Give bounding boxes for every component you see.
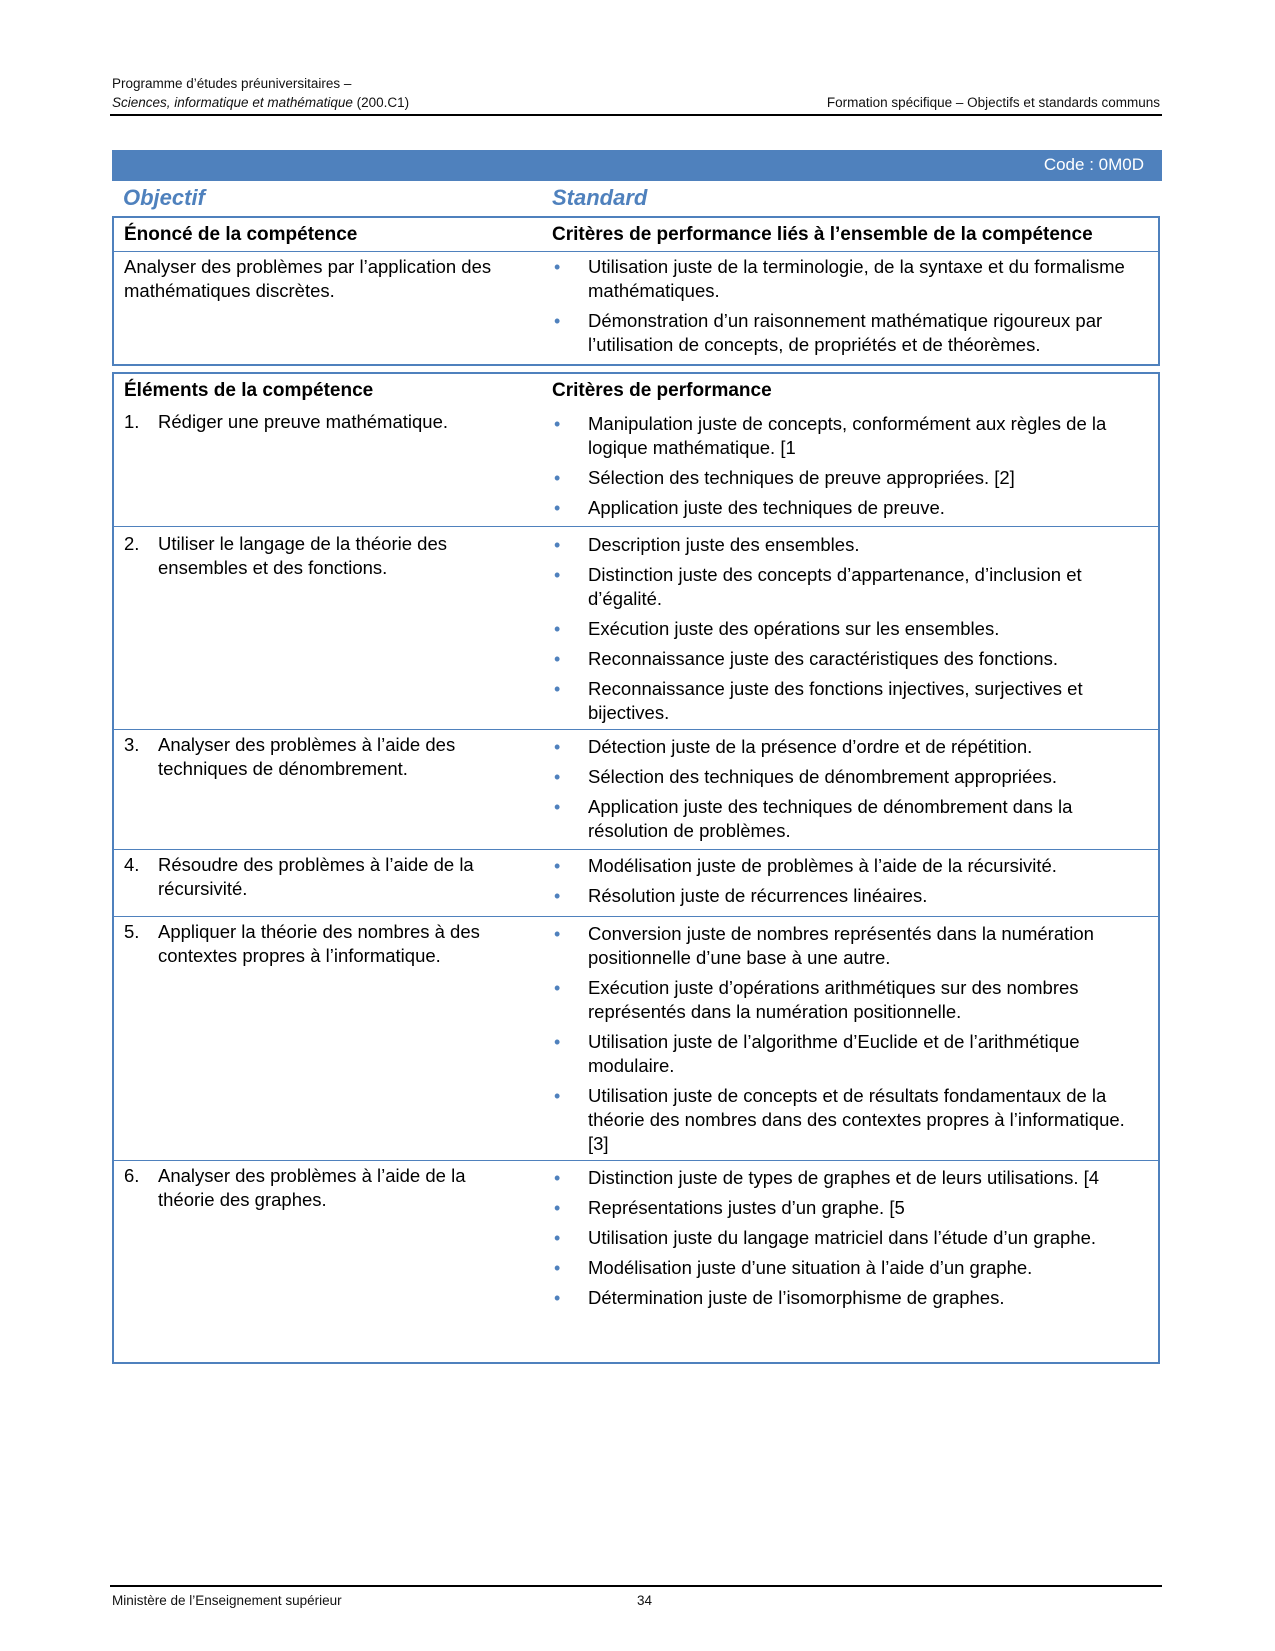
global-criteria-list (552, 255, 1142, 363)
criteria-header: Critères de performance (552, 380, 772, 401)
criterion-item: • Application juste des techniques de dénombrement dans la résolution de problèmes. (552, 795, 1142, 843)
criterion-item: • Utilisation juste du langage matriciel dans l’étude d’un graphe. (552, 1226, 1142, 1250)
footer-ministry: Ministère de l’Enseignement supérieur (112, 1593, 342, 1608)
criteria-list-3 (552, 735, 1142, 849)
element-number: 5. (124, 921, 140, 942)
row-separator (114, 916, 1158, 917)
page-header (110, 76, 1162, 116)
competence-statement-header: Énoncé de la compétence (124, 224, 358, 245)
element-text: Résoudre des problèmes à l’aide de la récursivité. (158, 854, 474, 899)
code-bar (112, 150, 1162, 181)
elements-table (112, 372, 1160, 1364)
heading-standard: Standard (552, 185, 648, 210)
criterion-item: • Distinction juste de types de graphes et de leurs utilisations. [4 (552, 1166, 1142, 1190)
header-section: Formation spécifique – Objectifs et standards communs (826, 95, 1160, 110)
element-text: Analyser des problèmes à l’aide des techniques de dénombrement. (158, 734, 456, 779)
criterion-item: • Utilisation juste de l’algorithme d’Euclide et de l’arithmétique modulaire. (552, 1030, 1142, 1078)
element-row-6 (124, 1164, 524, 1212)
criterion-item: • Sélection des techniques de preuve appropriées. [2] (552, 466, 1142, 490)
criterion-item: • Utilisation juste de la terminologie, de la syntaxe et du formalisme mathématiques. (552, 255, 1142, 303)
heading-objectif: Objectif (123, 185, 205, 210)
criterion-item: • Manipulation juste de concepts, conformément aux règles de la logique mathématique. [1 (552, 412, 1142, 460)
criterion-item: • Résolution juste de récurrences linéaires. (552, 884, 1142, 908)
element-row-5 (124, 920, 524, 968)
criterion-item: • Démonstration d’un raisonnement mathématique rigoureux par l’utilisation de concepts, de propriétés et de théorèmes. (552, 309, 1142, 357)
element-text: Appliquer la théorie des nombres à des contextes propres à l’informatique. (158, 921, 480, 966)
criterion-item: • Détermination juste de l’isomorphisme de graphes. (552, 1286, 1142, 1310)
row-separator (114, 849, 1158, 850)
page-number: 34 (637, 1593, 653, 1608)
criterion-item: • Reconnaissance juste des caractéristiques des fonctions. (552, 647, 1142, 671)
header-separator (114, 251, 1158, 252)
competence-statement-box (112, 216, 1160, 366)
criterion-item: • Distinction juste des concepts d’appartenance, d’inclusion et d’égalité. (552, 563, 1142, 611)
element-text: Rédiger une preuve mathématique. (158, 411, 449, 432)
criterion-item: • Modélisation juste de problèmes à l’aide de la récursivité. (552, 854, 1142, 878)
global-criteria-header: Critères de performance liés à l’ensemble de la compétence (552, 224, 1093, 245)
competence-statement: Analyser des problèmes par l’application des mathématiques discrètes. (124, 256, 492, 301)
elements-header: Éléments de la compétence (124, 380, 374, 401)
criterion-item: • Exécution juste d’opérations arithmétiques sur des nombres représentés dans la numération positionnelle. (552, 976, 1142, 1024)
element-number: 6. (124, 1165, 140, 1186)
criterion-item: • Représentations justes d’un graphe. [5 (552, 1196, 1142, 1220)
criterion-item: • Conversion juste de nombres représentés dans la numération positionnelle d’une base à une autre. (552, 922, 1142, 970)
element-number: 1. (124, 411, 140, 432)
element-text: Utiliser le langage de la théorie des ensembles et des fonctions. (158, 533, 447, 578)
element-number: 3. (124, 734, 140, 755)
criterion-item: • Description juste des ensembles. (552, 533, 1142, 557)
element-text: Analyser des problèmes à l’aide de la théorie des graphes. (158, 1165, 466, 1210)
criteria-list-1 (552, 412, 1142, 526)
criterion-item: • Exécution juste des opérations sur les ensembles. (552, 617, 1142, 641)
criteria-list-5 (552, 922, 1142, 1162)
criterion-item: • Modélisation juste d’une situation à l’aide d’un graphe. (552, 1256, 1142, 1280)
element-number: 2. (124, 533, 140, 554)
criterion-item: • Reconnaissance juste des fonctions injectives, surjectives et bijectives. (552, 677, 1142, 725)
row-separator (114, 526, 1158, 527)
header-program-title: Sciences, informatique et mathématique (112, 95, 353, 110)
criterion-item: • Utilisation juste de concepts et de résultats fondamentaux de la théorie des nombres dans des contextes propres à l’informatique. [3] (552, 1084, 1142, 1156)
element-row-1 (124, 410, 524, 434)
header-program: Programme d’études préuniversitaires – (112, 76, 352, 91)
criteria-list-6 (552, 1166, 1142, 1316)
element-number: 4. (124, 854, 140, 875)
element-row-3 (124, 733, 524, 781)
header-program-name (112, 95, 409, 110)
element-row-2 (124, 532, 524, 580)
row-separator (114, 1160, 1158, 1161)
criterion-item: • Sélection des techniques de dénombrement appropriées. (552, 765, 1142, 789)
criterion-item: • Application juste des techniques de preuve. (552, 496, 1142, 520)
competency-code: Code : 0M0D (1043, 155, 1144, 174)
criteria-list-2 (552, 533, 1142, 731)
page-footer (110, 1585, 1162, 1608)
header-program-code: (200.C1) (352, 95, 410, 110)
row-separator (114, 729, 1158, 730)
criteria-list-4 (552, 854, 1142, 914)
element-row-4 (124, 853, 524, 901)
criterion-item: • Détection juste de la présence d’ordre et de répétition. (552, 735, 1142, 759)
